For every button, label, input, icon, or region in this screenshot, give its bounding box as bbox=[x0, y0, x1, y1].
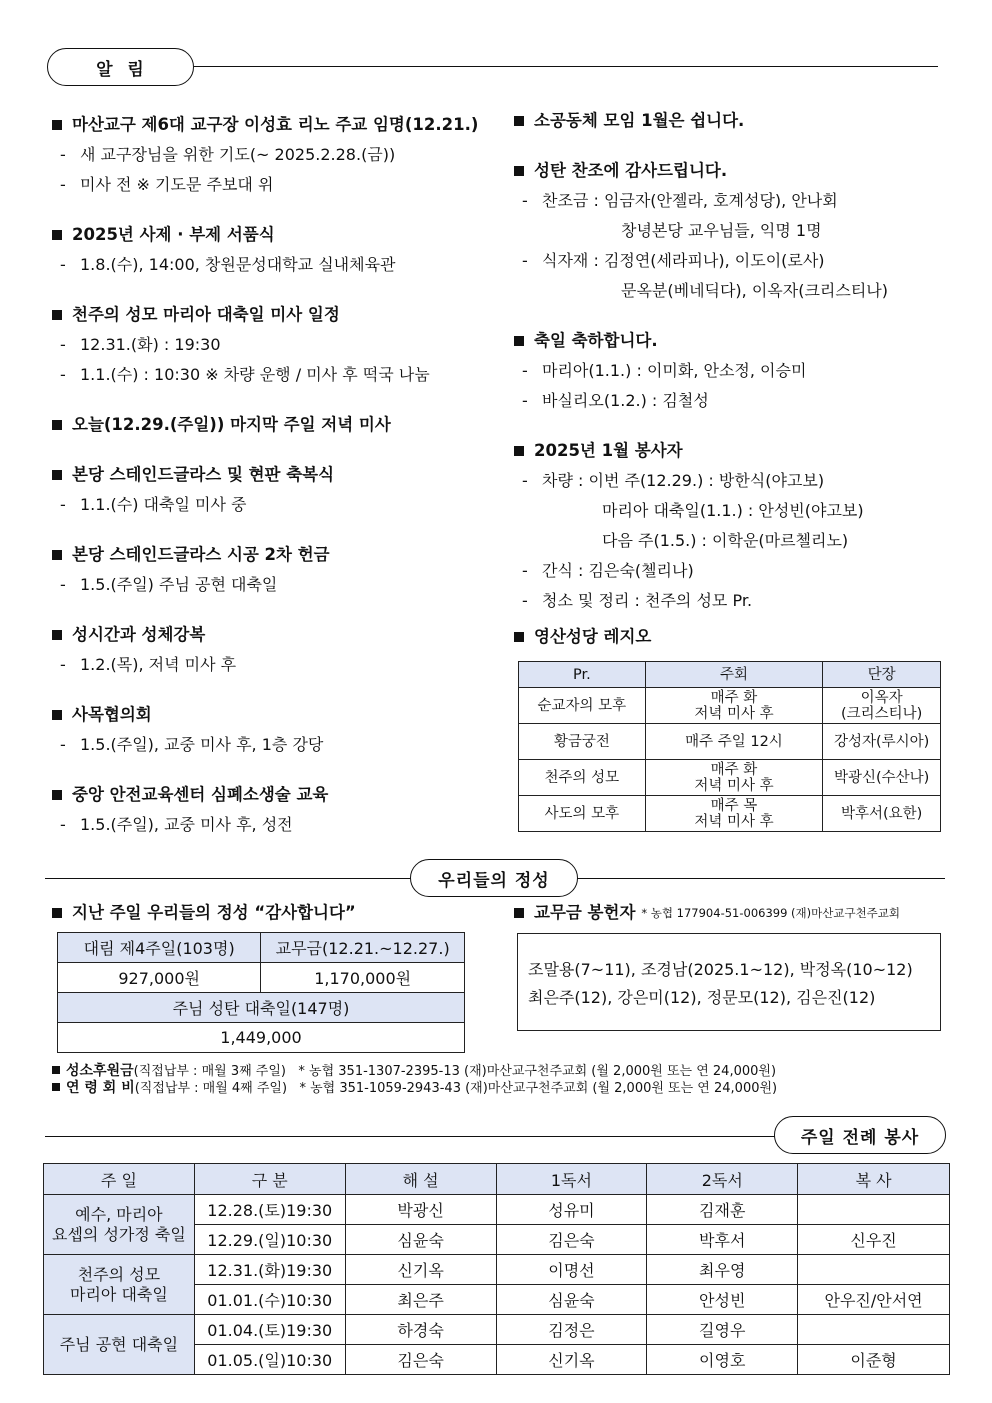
bullet-square-icon bbox=[52, 1066, 60, 1074]
christmas-thanks: 성탄 찬조에 감사드립니다. - 찬조금 : 임금자(안젤라, 호계성당), 안나회 창녕본당 교우님들, 익명 1명 - 식자재 : 김정연(세라피나), 이도이(로사) 문옥분(베네딕다), 이옥자(크리스티나) bbox=[508, 156, 948, 306]
donors-list: 조말용(7~11), 조경남(2025.1~12), 박정옥(10~12) 최은주(12), 강은미(12), 정문모(12), 김은진(12) bbox=[517, 933, 941, 1031]
announcement-stained-glass-offering: 본당 스테인드글라스 시공 2차 헌금 - 1.5.(주일) 주님 공현 대축일 bbox=[46, 540, 506, 600]
donors-title: 교무금 봉헌자 * 농협 177904-51-006399 (재)마산교구천주교회 bbox=[508, 898, 900, 928]
divider bbox=[45, 1136, 780, 1137]
legio-header-meeting: 주회 bbox=[645, 662, 823, 688]
funeral-society-note: 연 령 회 비(직접납부 : 매월 4째 주일) * 농협 351-1059-2943-43 (재)마산교구천주교회 (월 2,000원 또는 연 24,000원) bbox=[52, 1080, 777, 1097]
bullet-square-icon bbox=[514, 166, 524, 176]
table-row: 12.29.(일)10:30 심윤숙 김은숙 박후서 신우진 bbox=[44, 1225, 950, 1255]
table-row: 천주의 성모 마리아 대축일 12.31.(화)19:30 신기옥 이명선 최우영 bbox=[44, 1255, 950, 1285]
announcement-holy-hour: 성시간과 성체강복 - 1.2.(목), 저녁 미사 후 bbox=[46, 620, 506, 680]
table-row: 주님 공현 대축일 01.04.(토)19:30 하경숙 김정은 길영우 bbox=[44, 1315, 950, 1345]
bullet-square-icon bbox=[514, 116, 524, 126]
bullet-square-icon bbox=[52, 908, 62, 918]
small-community-notice: 소공동체 모임 1월은 쉽니다. bbox=[508, 106, 948, 136]
announcement-last-evening-mass: 오늘(12.29.(주일)) 마지막 주일 저녁 미사 bbox=[46, 410, 506, 440]
bullet-square-icon bbox=[514, 908, 524, 918]
january-volunteers: 2025년 1월 봉사자 - 차량 : 이번 주(12.29.) : 방한식(야고보) 마리아 대축일(1.1.) : 안성빈(야고보) 다음 주(1.5.) : 이학운(마르첼리노) - 간식 : 김은숙(첼리나) - 청소 및 정리 : 천주의 성모 Pr. bbox=[508, 436, 948, 616]
legio-title: 영산성당 레지오 bbox=[508, 622, 948, 652]
announcements-right bbox=[508, 106, 948, 652]
table-row: 예수, 마리아 요셉의 성가정 축일 12.28.(토)19:30 박광신 성유미 김재훈 bbox=[44, 1195, 950, 1225]
offering-table: 대림 제4주일(103명) 교무금(12.21.~12.27.) 927,000원 1,170,000원 주님 성탄 대축일(147명) 1,449,000 bbox=[57, 932, 465, 1053]
col-header-reading1: 1독서 bbox=[496, 1164, 647, 1195]
table-row: 01.01.(수)10:30 최은주 심윤숙 안성빈 안우진/안서연 bbox=[44, 1285, 950, 1315]
bullet-square-icon bbox=[52, 310, 62, 320]
bullet-square-icon bbox=[52, 1083, 60, 1091]
bullet-square-icon bbox=[52, 230, 62, 240]
offerings-header: 우리들의 정성 bbox=[410, 859, 578, 897]
bullet-square-icon bbox=[514, 446, 524, 456]
legio-header-pr: Pr. bbox=[519, 662, 646, 688]
bullet-square-icon bbox=[514, 632, 524, 642]
liturgy-table bbox=[43, 1163, 950, 1375]
bullet-square-icon bbox=[52, 550, 62, 560]
announcement-pastoral-council: 사목협의회 - 1.5.(주일), 교중 미사 후, 1층 강당 bbox=[46, 700, 506, 760]
bullet-square-icon bbox=[52, 120, 62, 130]
col-header-sunday: 주 일 bbox=[44, 1164, 195, 1195]
announcement-ordination: 2025년 사제 · 부제 서품식 - 1.8.(수), 14:00, 창원문성대학교 실내체육관 bbox=[46, 220, 506, 280]
bullet-square-icon bbox=[52, 710, 62, 720]
bullet-square-icon bbox=[52, 790, 62, 800]
table-row: 황금궁전 매주 주일 12시 강성자(루시아) bbox=[519, 724, 941, 760]
legio-table bbox=[518, 661, 941, 832]
announcement-bishop: 마산교구 제6대 교구장 이성효 리노 주교 임명(12.21.) - 새 교구장님을 위한 기도(~ 2025.2.28.(금)) - 미사 전 ※ 기도문 주보대 위 bbox=[46, 110, 506, 200]
last-week-offering-title: 지난 주일 우리들의 정성 “감사합니다” bbox=[46, 898, 356, 928]
bullet-square-icon bbox=[52, 630, 62, 640]
legio-header-leader: 단장 bbox=[823, 662, 941, 688]
table-row: 사도의 모후 매주 목 저녁 미사 후 박후서(요한) bbox=[519, 796, 941, 832]
table-row: 순교자의 모후 매주 화 저녁 미사 후 이옥자 (크리스티나) bbox=[519, 688, 941, 724]
col-header-server: 복 사 bbox=[798, 1164, 950, 1195]
vocation-fund-note: 성소후원금(직접납부 : 매월 3째 주일) * 농협 351-1307-2395-13 (재)마산교구천주교회 (월 2,000원 또는 연 24,000원) bbox=[52, 1063, 776, 1080]
announcements-left bbox=[46, 110, 506, 840]
liturgy-header: 주일 전례 봉사 bbox=[774, 1116, 946, 1154]
col-header-commentary: 해 설 bbox=[345, 1164, 496, 1195]
announcement-cpr-training: 중앙 안전교육센터 심폐소생술 교육 - 1.5.(주일), 교중 미사 후, 성전 bbox=[46, 780, 506, 840]
col-header-reading2: 2독서 bbox=[647, 1164, 798, 1195]
table-row: 01.05.(일)10:30 김은숙 신기옥 이영호 이준형 bbox=[44, 1345, 950, 1375]
bullet-square-icon bbox=[52, 470, 62, 480]
announcements-header: 알 림 bbox=[47, 48, 194, 86]
col-header-time: 구 분 bbox=[194, 1164, 345, 1195]
bullet-square-icon bbox=[514, 336, 524, 346]
bullet-square-icon bbox=[52, 420, 62, 430]
table-row: 천주의 성모 매주 화 저녁 미사 후 박광신(수산나) bbox=[519, 760, 941, 796]
announcement-mary-feast: 천주의 성모 마리아 대축일 미사 일정 - 12.31.(화) : 19:30 - 1.1.(수) : 10:30 ※ 차량 운행 / 미사 후 떡국 나눔 bbox=[46, 300, 506, 390]
divider bbox=[194, 66, 938, 67]
feast-day-greetings: 축일 축하합니다. - 마리아(1.1.) : 이미화, 안소정, 이승미 - 바실리오(1.2.) : 김철성 bbox=[508, 326, 948, 416]
announcement-blessing: 본당 스테인드글라스 및 현판 축복식 - 1.1.(수) 대축일 미사 중 bbox=[46, 460, 506, 520]
